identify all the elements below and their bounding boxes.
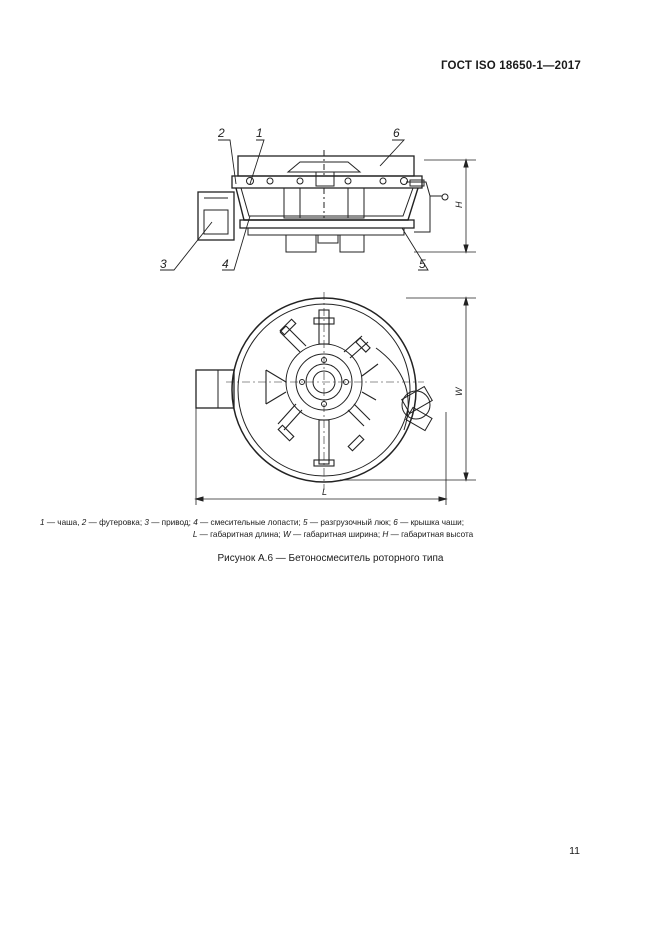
dim-w-label: W: [454, 387, 464, 396]
legend-line-1: [40, 517, 626, 529]
legend-text: — габаритная высота: [388, 530, 474, 539]
callout-2: 2: [218, 126, 225, 140]
page-number: 11: [569, 845, 580, 857]
legend-num: 4: [193, 518, 198, 527]
legend-num: 5: [303, 518, 308, 527]
callout-6: 6: [393, 126, 400, 140]
plan-view: [196, 292, 476, 505]
dim-h-label: H: [454, 201, 464, 208]
legend-num: L: [192, 530, 198, 539]
callout-3: 3: [160, 257, 167, 271]
legend-text: — футеровка;: [86, 518, 145, 527]
document-header: ГОСТ ISO 18650-1—2017: [440, 60, 581, 72]
legend-text: — привод;: [148, 518, 194, 527]
legend-text: — разгрузочный люк;: [307, 518, 394, 527]
legend-text: — крышка чаши;: [397, 518, 464, 527]
legend-text: — габаритная длина;: [197, 530, 283, 539]
legend-num: 2: [81, 518, 87, 527]
legend-text: — габаритная ширина;: [290, 530, 383, 539]
dim-l-label: L: [322, 487, 328, 497]
figure-legend: [40, 517, 626, 541]
legend-num: 1: [40, 518, 45, 527]
side-view: [198, 150, 476, 252]
legend-text: — смесительные лопасти;: [197, 518, 304, 527]
legend-num: H: [382, 530, 389, 539]
legend-num: W: [282, 530, 291, 539]
callout-leaders: [160, 140, 428, 270]
legend-num: 6: [393, 518, 398, 527]
legend-line-2: [40, 529, 626, 541]
figure-title: Рисунок А.6 — Бетоносмеситель роторного типа: [217, 553, 444, 564]
legend-num: 3: [144, 518, 149, 527]
callout-1: 1: [256, 126, 263, 140]
callout-5: 5: [419, 257, 426, 271]
legend-text: — чаша,: [44, 518, 82, 527]
callout-4: 4: [222, 257, 229, 271]
